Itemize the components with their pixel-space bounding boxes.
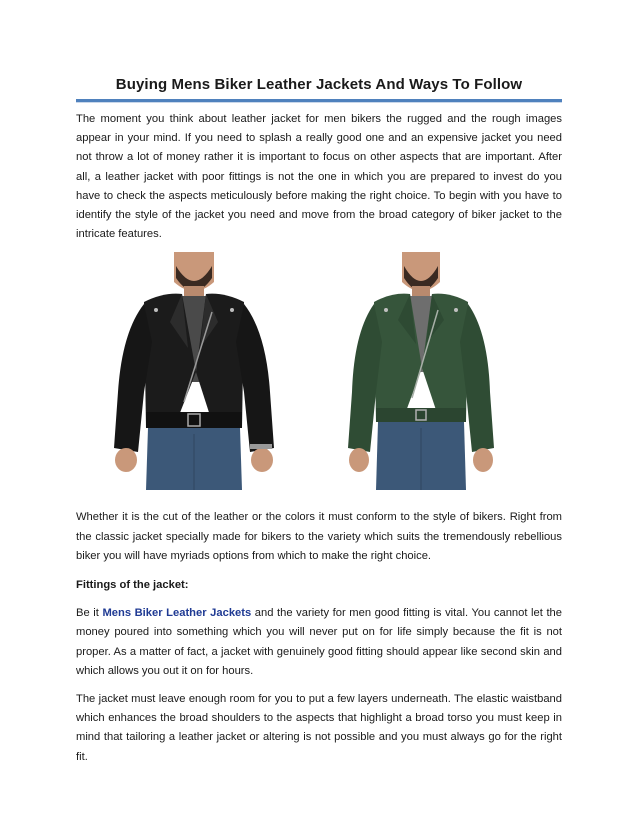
intro-paragraph: The moment you think about leather jacket for men bikers the rugged and the rough images appear in your mind. If you need to splash a really good one and an expensive jacket you need not throw a lot of money rather it is important to focus on other aspects that are important. After all, a leather jacket with poor fittings is not the one in which you are prepared to invest do you have to check the aspects meticulously before making the right choice. To begin with you have to identify the style of the jacket you need and move from the broad category of biker jacket to the intricate features. xyxy=(76,113,562,241)
style-paragraph: Whether it is the cut of the leather or the colors it must conform to the style of bikers. Right from the classic jacket specially made for bikers to the variety which suits the tremendously rebellious biker you will have myriads options from which to make the right choice. xyxy=(76,511,562,562)
document-title: Buying Mens Biker Leather Jackets And Ways To Follow xyxy=(115,76,523,93)
green-leather-jacket-image xyxy=(340,252,502,490)
title-underline xyxy=(76,99,562,102)
mens-biker-leather-jackets-link[interactable]: Mens Biker Leather Jackets xyxy=(102,607,252,620)
black-leather-jacket-image xyxy=(104,252,284,490)
fitting-paragraph xyxy=(76,604,562,681)
jacket-images xyxy=(76,252,562,492)
layers-paragraph: The jacket must leave enough room for you to put a few layers underneath. The elastic waistband which enhances the broad shoulders to the aspects that highlight a broad torso you must keep in mind that tailoring a leather jacket or altering is not possible and you must always go for the right fit. xyxy=(76,693,562,763)
fitting-paragraph-rest: and the variety for men good fitting is vital. You cannot let the money poured into something which you will never put on for life simply because the fit is not proper. As a matter of fact, a jacket with genuinely good fitting should appear like second skin and which allows you out it on for hours. xyxy=(76,607,562,677)
fittings-heading: Fittings of the jacket: xyxy=(76,579,189,592)
fitting-paragraph-prefix: Be it xyxy=(76,607,103,620)
